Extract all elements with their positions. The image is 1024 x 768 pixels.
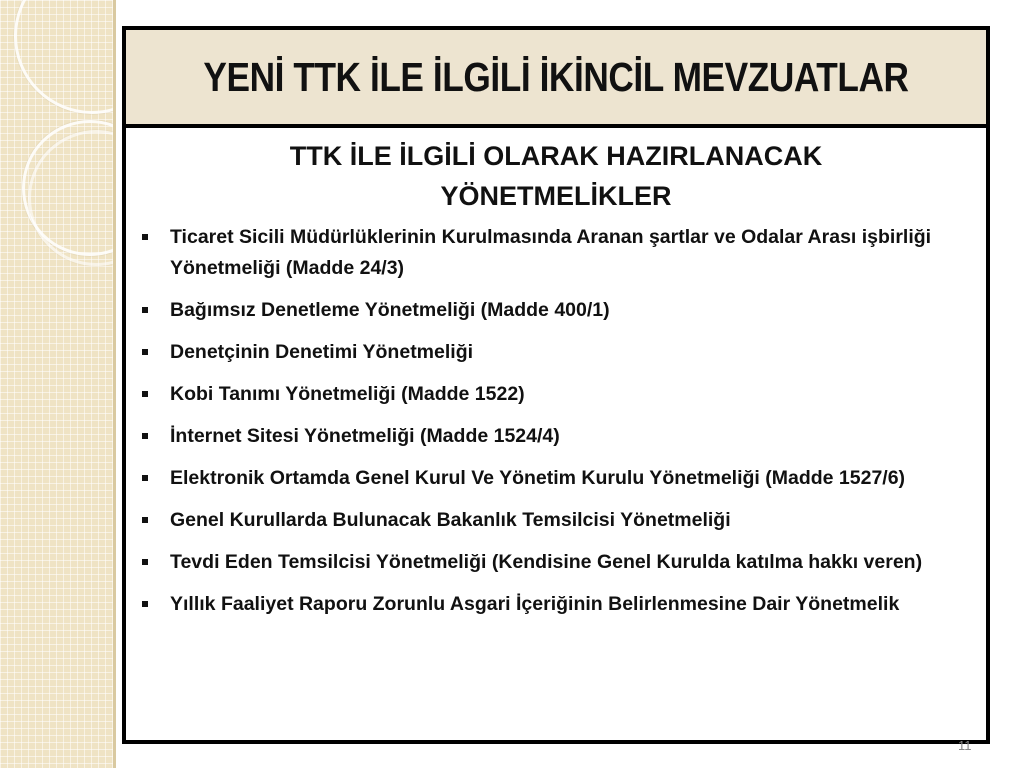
content-frame — [122, 26, 990, 744]
slide-subtitle — [140, 136, 950, 216]
subtitle-line-2: YÖNETMELİKLER — [440, 181, 672, 211]
square-bullet-icon — [142, 307, 148, 313]
regulation-list — [140, 222, 950, 620]
list-item-text: Elektronik Ortamda Genel Kurul Ve Yönetim Kurulu Yönetmeliği (Madde 1527/6) — [170, 467, 906, 489]
list-item — [140, 505, 950, 536]
list-item-text: Genel Kurullarda Bulunacak Bakanlık Temsilcisi Yönetmeliği — [170, 509, 731, 531]
list-item-text: İnternet Sitesi Yönetmeliği (Madde 1524/4) — [170, 425, 560, 447]
square-bullet-icon — [142, 559, 148, 565]
list-item — [140, 379, 950, 410]
square-bullet-icon — [142, 234, 148, 240]
list-item — [140, 547, 950, 578]
list-item-text: Bağımsız Denetleme Yönetmeliği (Madde 400/1) — [170, 299, 610, 321]
square-bullet-icon — [142, 349, 148, 355]
list-item-text: Ticaret Sicili Müdürlüklerinin Kurulmasında Aranan şartlar ve Odalar Arası işbirliği Yönetmeliği (Madde 24/3) — [170, 226, 932, 279]
square-bullet-icon — [142, 601, 148, 607]
decorative-ring — [14, 0, 113, 114]
slide-body — [126, 128, 986, 631]
list-item — [140, 463, 950, 494]
decorative-side-panel — [0, 0, 113, 768]
list-item — [140, 589, 950, 620]
list-item-text: Tevdi Eden Temsilcisi Yönetmeliği (Kendisine Genel Kurulda katılma hakkı veren) — [170, 551, 923, 573]
slide-title: YENİ TTK İLE İLGİLİ İKİNCİL MEVZUATLAR — [203, 53, 909, 100]
square-bullet-icon — [142, 391, 148, 397]
square-bullet-icon — [142, 433, 148, 439]
list-item — [140, 295, 950, 326]
list-item — [140, 421, 950, 452]
list-item — [140, 337, 950, 368]
list-item-text: Yıllık Faaliyet Raporu Zorunlu Asgari İçeriğinin Belirlenmesine Dair Yönetmelik — [170, 593, 900, 615]
page-number: 11 — [958, 738, 972, 753]
square-bullet-icon — [142, 475, 148, 481]
list-item — [140, 222, 950, 284]
subtitle-line-1: TTK İLE İLGİLİ OLARAK HAZIRLANACAK — [289, 141, 823, 171]
square-bullet-icon — [142, 517, 148, 523]
title-box — [126, 30, 986, 128]
list-item-text: Kobi Tanımı Yönetmeliği (Madde 1522) — [170, 383, 525, 405]
side-panel-edge — [113, 0, 116, 768]
list-item-text: Denetçinin Denetimi Yönetmeliği — [170, 341, 474, 363]
